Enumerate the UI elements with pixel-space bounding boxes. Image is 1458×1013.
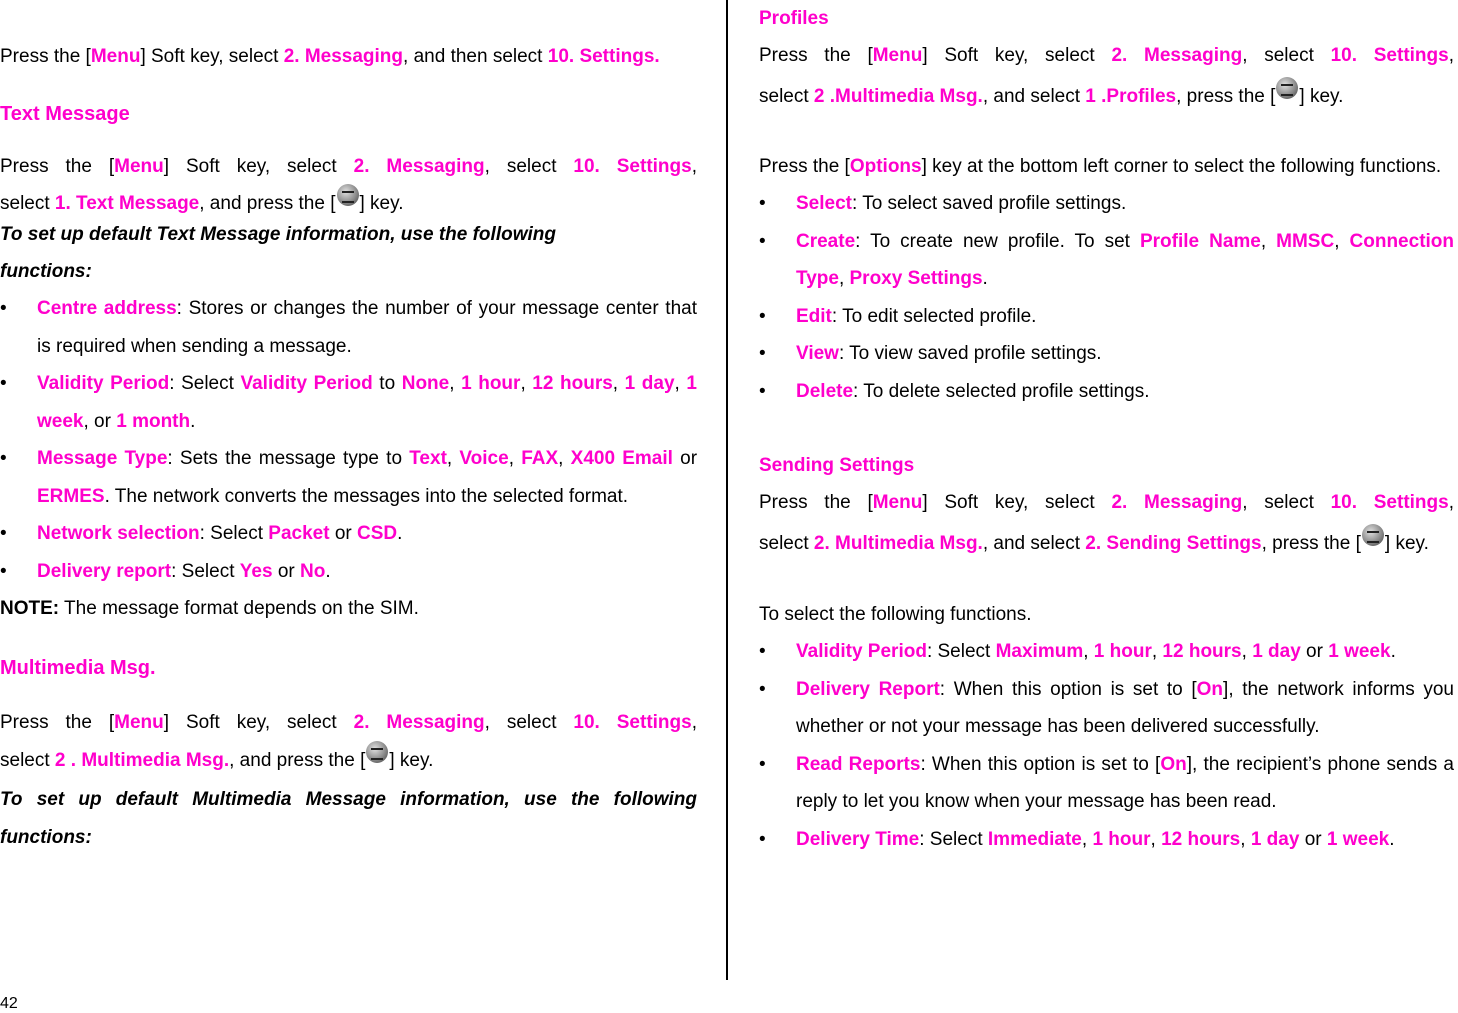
list-item: • Message Type: Sets the message type to Text, Voice, FAX, X400 Email or ERMES. The network converts the messages into the selected format. — [0, 440, 697, 515]
list-item: • Network selection: Select Packet or CSD. — [0, 515, 697, 553]
profiles-instructions-2: select 2 .Multimedia Msg., and select 1 .Profiles, press the [ ] key. — [759, 75, 1454, 118]
sending-instructions: Press the [Menu] Soft key, select 2. Messaging, select 10. Settings, — [759, 492, 1454, 513]
ok-key-icon — [1362, 524, 1384, 546]
profile-function-list — [759, 185, 1454, 410]
list-item: • Edit: To edit selected profile. — [759, 298, 1454, 336]
text-message-instructions: Press the [Menu] Soft key, select 2. Messaging, select 10. Settings, — [0, 155, 697, 177]
text-message-function-list — [0, 290, 697, 590]
multimedia-instructions: Press the [Menu] Soft key, select 2. Messaging, select 10. Settings, — [0, 711, 697, 733]
multimedia-msg-heading: Multimedia Msg. — [0, 656, 156, 679]
list-item: • Delete: To delete selected profile settings. — [759, 373, 1454, 411]
sending-instructions-2: select 2. Multimedia Msg., and select 2. Sending Settings, press the [ ] key. — [759, 527, 1454, 561]
list-item: • Create: To create new profile. To set Profile Name, MMSC, Connection Type, Proxy Settings. — [759, 223, 1454, 298]
page-number: 42 — [0, 995, 18, 1012]
ok-key-icon — [337, 184, 359, 206]
list-item: • Read Reports: When this option is set to [On], the recipient’s phone sends a reply to let you know when your message has been read. — [759, 746, 1454, 821]
text-message-heading: Text Message — [0, 102, 130, 125]
list-item: • Select: To select saved profile settings. — [759, 185, 1454, 223]
profiles-heading: Profiles — [759, 8, 829, 29]
sending-functions-intro: To select the following functions. — [759, 603, 1032, 625]
list-item: • Delivery Report: When this option is set to [On], the network informs you whether or not your message has been delivered successfully. — [759, 671, 1454, 746]
ok-key-icon — [1276, 77, 1298, 99]
sending-function-list — [759, 633, 1454, 858]
sim-note: NOTE: The message format depends on the SIM. — [0, 598, 419, 619]
messaging-settings-intro: Press the [Menu] Soft key, select 2. Messaging, and then select 10. Settings. — [0, 46, 660, 67]
left-column — [0, 0, 697, 857]
text-message-functions-intro: To set up default Text Message information, use the following functions: — [0, 224, 556, 282]
column-divider — [726, 0, 728, 980]
text-message-instructions-2: select 1. Text Message, and press the [ ] key. — [0, 185, 697, 222]
list-item: • Validity Period: Select Maximum, 1 hour, 12 hours, 1 day or 1 week. — [759, 633, 1454, 671]
sending-settings-heading: Sending Settings — [759, 455, 915, 476]
options-instructions: Press the [Options] key at the bottom left corner to select the following functions. — [759, 155, 1442, 177]
list-item: • Validity Period: Select Validity Period to None, 1 hour, 12 hours, 1 day, 1 week, or 1 month. — [0, 365, 697, 440]
right-column — [759, 0, 1454, 858]
list-item: • Delivery Time: Select Immediate, 1 hour, 12 hours, 1 day or 1 week. — [759, 821, 1454, 859]
ok-key-icon — [366, 741, 388, 763]
profiles-instructions: Press the [Menu] Soft key, select 2. Messaging, select 10. Settings, — [759, 45, 1454, 66]
list-item: • View: To view saved profile settings. — [759, 335, 1454, 373]
list-item: • Delivery report: Select Yes or No. — [0, 553, 697, 591]
list-item: • Centre address: Stores or changes the number of your message center that is required when sending a message. — [0, 290, 697, 365]
multimedia-functions-intro: To set up default Multimedia Message information, use the following functions: — [0, 789, 697, 848]
multimedia-instructions-2: select 2 . Multimedia Msg., and press the [ ] key. — [0, 741, 697, 781]
